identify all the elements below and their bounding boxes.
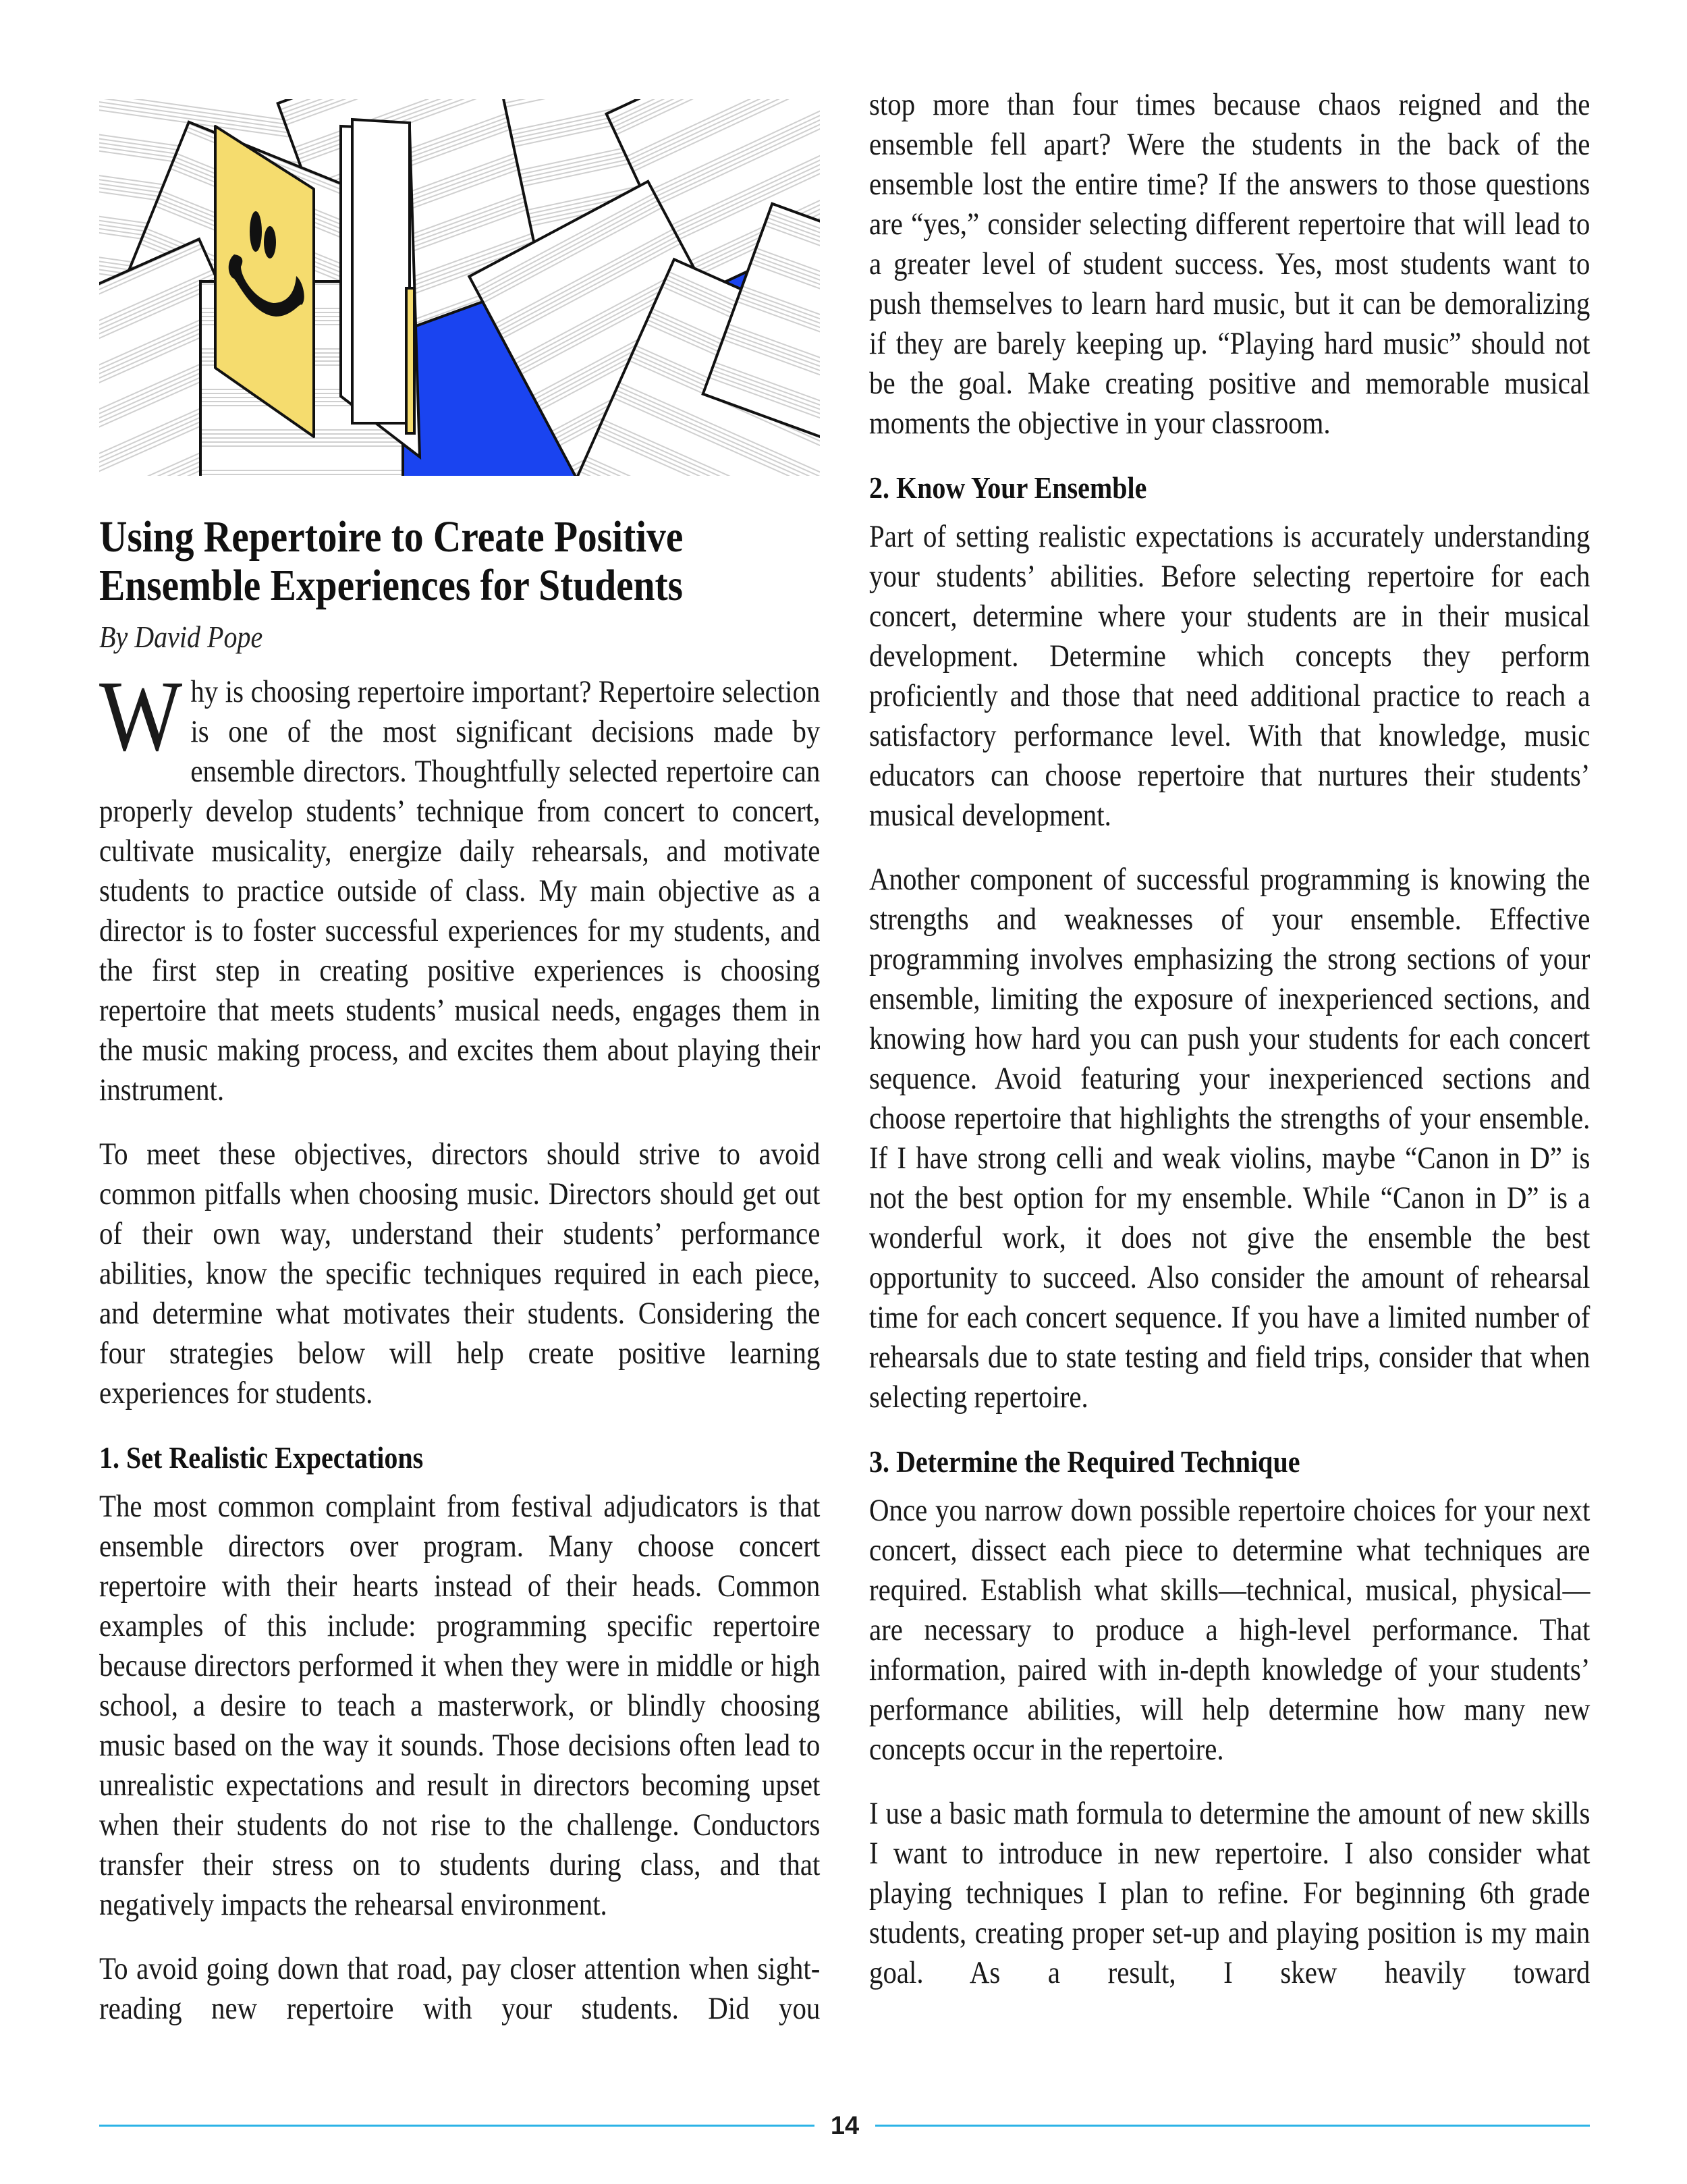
right-column bbox=[869, 85, 1590, 1993]
section-heading-2: 2. Know Your Ensemble bbox=[869, 470, 1147, 505]
paragraph: stop more than four times because chaos reigned and the ensemble fell apart? Were the students in the back of the ensemble lost the entire time? If the answers to those questions are “yes,” consider selecting different repertoire that will lead to a greater level of student success. Yes, most students want to push themselves to learn hard music, but it can be demoralizing if they are barely keeping up. “Playing hard music” should not be the goal. Make creating positive and memorable musical moments the objective in your classroom. bbox=[869, 87, 1591, 441]
left-column bbox=[99, 513, 820, 2029]
intro-paragraph bbox=[99, 660, 821, 1110]
paragraph: Another component of successful programming is knowing the strengths and weaknesses of your ensemble. Effective programming involves emphasizing the strong sections of your ensemble, limiting the exposure of inexperienced sections, and knowing how hard you can push your students for each concert sequence. Avoid featuring your inexperienced sections and choose repertoire that highlights the strengths of your ensemble. If I have strong celli and weak violins, maybe “Canon in D” is not the best option for my ensemble. While “Canon in D” is a wonderful work, it does not give the ensemble the best opportunity to succeed. Also consider the amount of rehearsal time for each concert sequence. If you have a limited number of rehearsals due to state testing and field trips, consider that when selecting repertoire. bbox=[869, 862, 1591, 1415]
page-footer bbox=[99, 2111, 1590, 2141]
section-heading-3: 3. Determine the Required Technique bbox=[869, 1444, 1300, 1479]
smiley-folder-illustration bbox=[99, 99, 820, 476]
page-number: 14 bbox=[830, 2112, 860, 2140]
intro-text: hy is choosing repertoire important? Repertoire selection is one of the most significant decisions made by ensemble directors. Thoughtfully selected repertoire can properly develop students’ technique from concert to concert, cultivate musicality, energize daily rehearsals, and motivate students to practice outside of class. My main objective as a director is to foster successful experiences for my students, and the first step in creating positive experiences is choosing repertoire that meets students’ musical needs, engages them in the music making process, and excites them about playing their instrument. bbox=[99, 674, 821, 1108]
paragraph: Part of setting realistic expectations is accurately understanding your students’ abilities. Before selecting repertoire for each concert, determine where your students are in their musical development. Determine which concepts they perform proficiently and those that need additional practice to reach a satisfactory performance level. With that knowledge, music educators can choose repertoire that nurtures their students’ musical development. bbox=[869, 519, 1591, 833]
footer-rule-right bbox=[875, 2125, 1590, 2127]
paragraph: Once you narrow down possible repertoire choices for your next concert, dissect each piece to determine what techniques are required. Establish what skills—technical, musical, physical—are necessary to produce a high-level performance. That information, paired with in-depth knowledge of your students’ performance abilities, will help determine how many new concepts occur in the repertoire. bbox=[869, 1493, 1591, 1767]
paragraph: To meet these objectives, directors should strive to avoid common pitfalls when choosing music. Directors should get out of their own way, understand their students’ performance abilities, know the specific techniques required in each piece, and determine what motivates their students. Considering the four strategies below will help create positive learning experiences for students. bbox=[99, 1137, 821, 1411]
footer-rule-left bbox=[99, 2125, 814, 2127]
paragraph: To avoid going down that road, pay closer attention when sight-reading new repertoire with your students. Did you bbox=[99, 1951, 821, 2026]
section-heading-1: 1. Set Realistic Expectations bbox=[99, 1440, 424, 1475]
paragraph: I use a basic math formula to determine the amount of new skills I want to introduce in new repertoire. I also consider what playing techniques I plan to refine. For beginning 6th grade students, creating proper set-up and playing position is my main goal. As a result, I skew heavily toward bbox=[869, 1796, 1591, 1990]
byline: By David Pope bbox=[99, 620, 263, 654]
article-title: Using Repertoire to Create Positive Ensemble Experiences for Students bbox=[99, 512, 684, 610]
drop-cap: W bbox=[99, 660, 183, 772]
paragraph: The most common complaint from festival adjudicators is that ensemble directors over program. Many choose concert repertoire with their hearts instead of their heads. Common examples of this include: programming specific repertoire because directors performed it when they were in middle or high school, a desire to teach a masterwork, or blindly choosing music based on the way it sounds. Those decisions often lead to unrealistic expectations and result in directors becoming upset when their students do not rise to the challenge. Conductors transfer their stress on to students during class, and that negatively impacts the rehearsal environment. bbox=[99, 1489, 821, 1922]
smiley-eye-icon bbox=[250, 211, 262, 252]
